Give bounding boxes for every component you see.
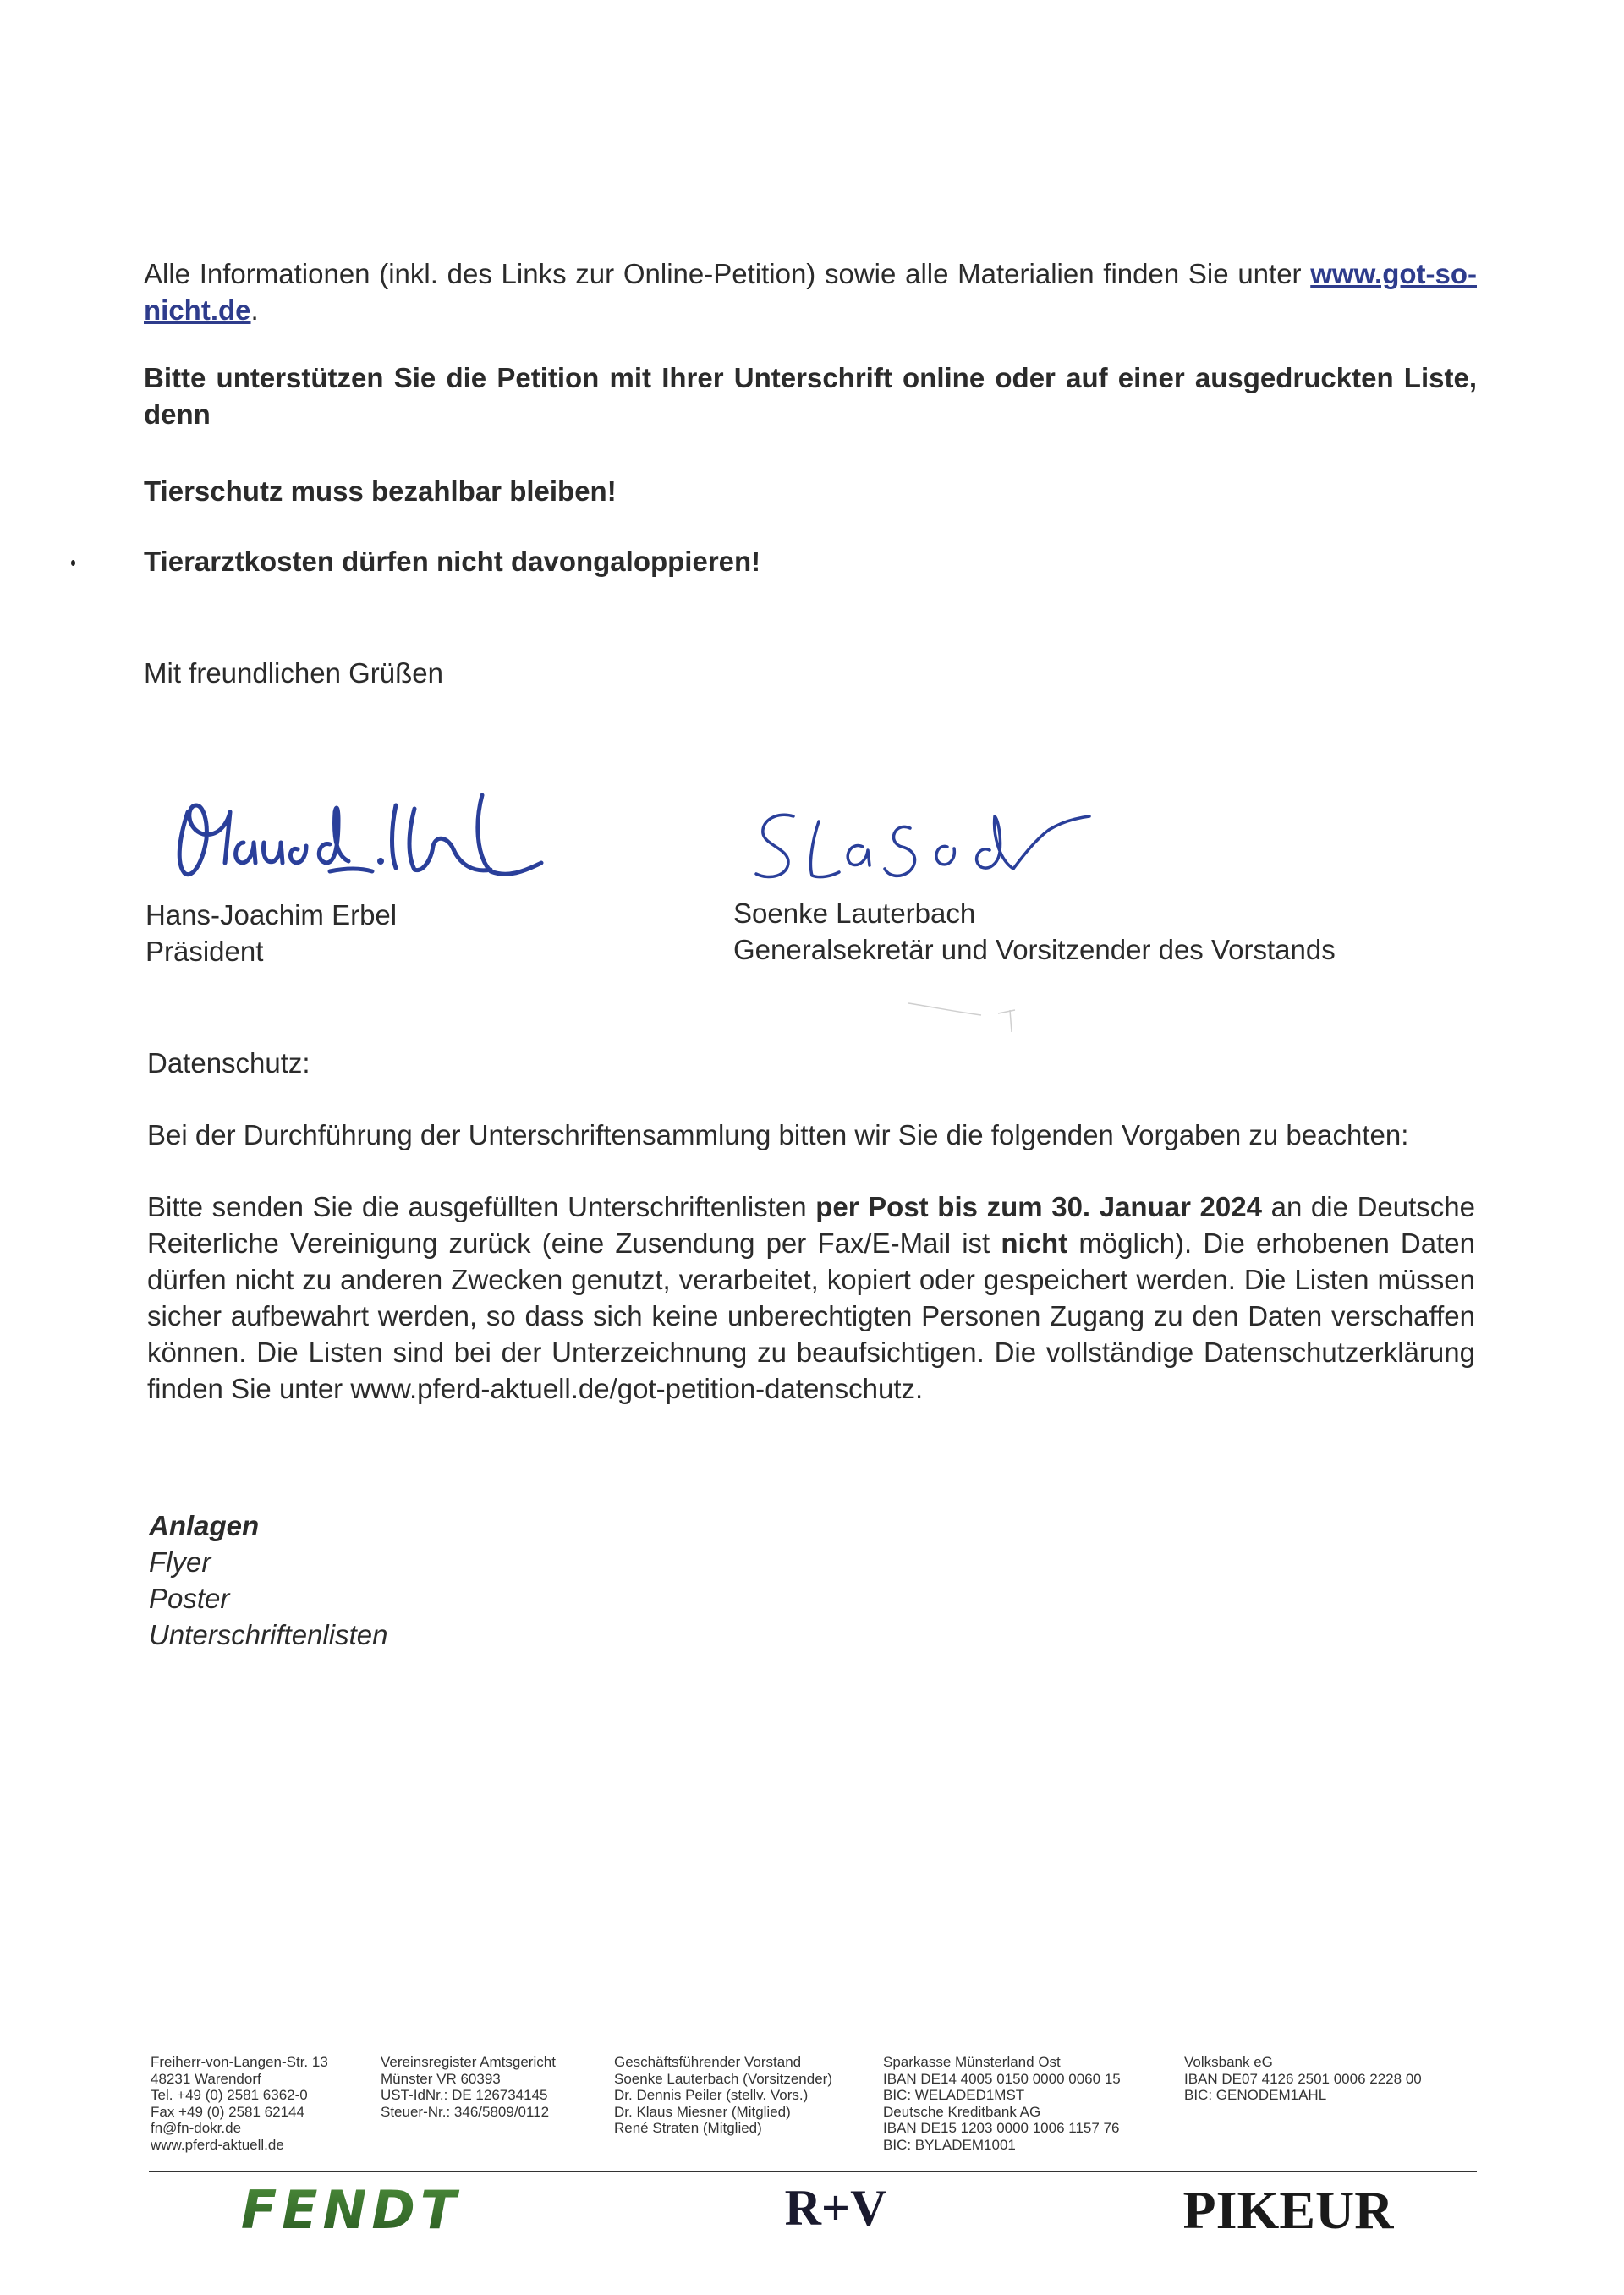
- footer-registry-number: Münster VR 60393: [381, 2070, 501, 2087]
- fendt-logo: [216, 2182, 486, 2237]
- signature-lauterbach: [744, 791, 1100, 892]
- footer-street: Freiherr-von-Langen-Str. 13: [151, 2054, 328, 2070]
- slogan-animal-welfare: Tierschutz muss bezahlbar bleiben!: [144, 475, 617, 507]
- footer-iban: IBAN DE07 4126 2501 0006 2228 00: [1184, 2070, 1422, 2087]
- signatory-2-title: Generalsekretär und Vorsitzender des Vorstands: [733, 934, 1336, 965]
- appeal-text: Bitte unterstützen Sie die Petition mit Ihrer Unterschrift online oder auf einer ausgedruckten Liste, denn: [144, 362, 1477, 430]
- footer-registry: [381, 2054, 556, 2120]
- signatory-2: [733, 895, 1336, 968]
- footer-bank-name: Volksbank eG: [1184, 2054, 1273, 2070]
- footer-board-member: Soenke Lauterbach (Vorsitzender): [614, 2070, 832, 2087]
- footer-board-member: Dr. Dennis Peiler (stellv. Vors.): [614, 2087, 809, 2103]
- footer-tax-number: Steuer-Nr.: 346/5809/0112: [381, 2103, 550, 2120]
- petition-link[interactable]: www.got-so-nicht.de: [144, 258, 1477, 326]
- footer-bank-name: Deutsche Kreditbank AG: [883, 2103, 1041, 2120]
- footer-bank-name: Sparkasse Münsterland Ost: [883, 2054, 1061, 2070]
- intro-text: Alle Informationen (inkl. des Links zur Online-Petition) sowie alle Materialien finden Sie unter: [144, 258, 1311, 289]
- privacy-text-2: an die Deutsche Reiterliche Vereinigung zurück (eine Zusendung per Fax/E-Mail ist: [147, 1191, 1475, 1259]
- privacy-text-3: möglich). Die erhobenen Daten dürfen nicht zu anderen Zwecken genutzt, verarbeitet, kopiert oder gespeichert werden. Die Listen müssen sicher aufbewahrt werden, so dass sich keine unberechtigten Personen Zugang zu den Daten verschaffen können. Die Listen sind bei der Unterzeichnung zu beaufsichtigen. Die vollständige Datenschutzerklärung finden Sie unter www.pferd-aktuell.de/got-petition-datenschutz.: [147, 1227, 1475, 1404]
- signatory-1: [145, 897, 397, 969]
- footer-bic: BIC: BYLADEM1001: [883, 2136, 1016, 2153]
- footer-bank-1: [883, 2054, 1121, 2153]
- footer-iban: IBAN DE14 4005 0150 0000 0060 15: [883, 2070, 1121, 2087]
- footer-board: [614, 2054, 832, 2137]
- footer-board-member: Dr. Klaus Miesner (Mitglied): [614, 2103, 791, 2120]
- attachments-heading: Anlagen: [149, 1510, 260, 1541]
- attachments: [149, 1507, 387, 1653]
- privacy-not: nicht: [1001, 1227, 1068, 1259]
- footer-bank-2: [1184, 2054, 1422, 2104]
- footer-board-heading: Geschäftsführender Vorstand: [614, 2054, 802, 2070]
- privacy-text-1: Bitte senden Sie die ausgefüllten Unterschriftenlisten: [147, 1191, 816, 1222]
- attachment-signature-lists: Unterschriftenlisten: [149, 1619, 388, 1650]
- footer-email[interactable]: fn@fn-dokr.de: [151, 2120, 242, 2136]
- pikeur-logo: [1182, 2176, 1394, 2240]
- scan-speck: [71, 560, 75, 566]
- footer-phone: Tel. +49 (0) 2581 6362-0: [151, 2087, 308, 2103]
- signatory-2-name: Soenke Lauterbach: [733, 898, 976, 929]
- footer-iban: IBAN DE15 1203 0000 1006 1157 76: [883, 2120, 1120, 2136]
- footer-bic: BIC: GENODEM1AHL: [1184, 2087, 1327, 2103]
- attachment-poster: Poster: [149, 1583, 230, 1614]
- privacy-paragraph: [147, 1189, 1475, 1407]
- footer-fax: Fax +49 (0) 2581 62144: [151, 2103, 304, 2120]
- privacy-intro: Bei der Durchführung der Unterschriftensammlung bitten wir Sie die folgenden Vorgaben zu beachten:: [147, 1119, 1409, 1150]
- closing-greeting: Mit freundlichen Grüßen: [144, 657, 443, 689]
- footer-website[interactable]: www.pferd-aktuell.de: [151, 2136, 284, 2153]
- footer-address: [151, 2054, 328, 2153]
- footer-city: 48231 Warendorf: [151, 2070, 261, 2087]
- slogan-vet-costs: Tierarztkosten dürfen nicht davongaloppieren!: [144, 546, 761, 577]
- footer-registry-court: Vereinsregister Amtsgericht: [381, 2054, 556, 2070]
- pikeur-logo-text: PIKEUR: [1182, 2180, 1394, 2240]
- intro-paragraph: [144, 255, 1477, 328]
- privacy-deadline: per Post bis zum 30. Januar 2024: [815, 1191, 1262, 1222]
- intro-period: .: [250, 294, 259, 326]
- footer-vat-id: UST-IdNr.: DE 126734145: [381, 2087, 548, 2103]
- signature-erbel: [169, 761, 550, 888]
- signatory-1-title: Präsident: [145, 936, 264, 967]
- footer-board-member: René Straten (Mitglied): [614, 2120, 762, 2136]
- ruv-logo: [776, 2177, 895, 2237]
- ruv-logo-text: R+V: [784, 2180, 887, 2236]
- signatory-1-name: Hans-Joachim Erbel: [145, 899, 398, 931]
- footer-divider: [149, 2171, 1477, 2172]
- attachment-flyer: Flyer: [149, 1546, 211, 1578]
- privacy-heading: Datenschutz:: [147, 1047, 310, 1079]
- scan-artefact: [905, 998, 1032, 1040]
- fendt-logo-text: FENDT: [240, 2182, 462, 2237]
- footer-bic: BIC: WELADED1MST: [883, 2087, 1025, 2103]
